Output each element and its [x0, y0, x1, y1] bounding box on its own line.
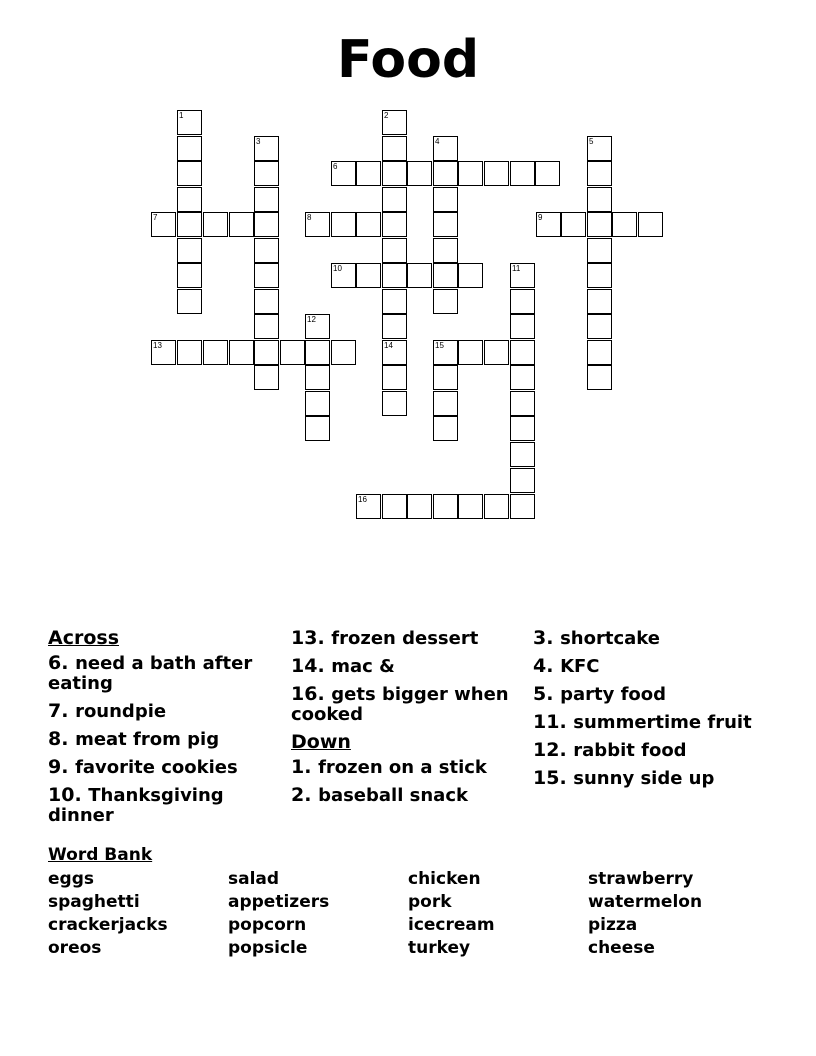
word-bank-item: salad: [228, 869, 280, 889]
word-bank-item: crackerjacks: [48, 915, 168, 935]
grid-cell[interactable]: [254, 340, 279, 365]
clue-number: 14: [384, 341, 393, 350]
grid-cell[interactable]: [433, 212, 458, 237]
grid-cell[interactable]: [510, 314, 535, 339]
grid-cell[interactable]: [254, 212, 279, 237]
word-bank: [48, 845, 768, 958]
grid-cell[interactable]: [587, 238, 612, 263]
grid-cell[interactable]: [305, 340, 330, 365]
grid-cell[interactable]: [254, 365, 279, 390]
grid-cell[interactable]: [382, 238, 407, 263]
grid-cell[interactable]: [484, 340, 509, 365]
across-clue: [48, 785, 278, 826]
clue-number-label: 14.: [291, 655, 332, 677]
grid-cell[interactable]: [510, 391, 535, 416]
grid-cell[interactable]: [433, 187, 458, 212]
grid-cell[interactable]: [510, 468, 535, 493]
clue-number-label: 4.: [533, 655, 561, 677]
clue-number-label: 9.: [48, 756, 76, 778]
clues-column-3: [533, 628, 763, 796]
word-bank-header: Word Bank: [48, 845, 153, 865]
clue-number: 7: [153, 213, 158, 222]
grid-cell[interactable]: [587, 365, 612, 390]
grid-cell[interactable]: [407, 263, 432, 288]
grid-cell[interactable]: [510, 442, 535, 467]
grid-cell[interactable]: [177, 340, 202, 365]
grid-cell[interactable]: [177, 187, 202, 212]
grid-cell[interactable]: [177, 238, 202, 263]
clue-number-label: 11.: [533, 711, 574, 733]
grid-cell[interactable]: [458, 263, 483, 288]
clue-number-label: 3.: [533, 627, 561, 649]
clue-number-label: 1.: [291, 756, 319, 778]
grid-cell[interactable]: [382, 212, 407, 237]
clue-number-label: 6.: [48, 652, 76, 674]
grid-cell[interactable]: [458, 494, 483, 519]
clue-number: 4: [435, 137, 440, 146]
down-clue: [533, 712, 763, 733]
clue-text: gets bigger when cooked: [291, 684, 509, 725]
clue-text: frozen dessert: [331, 628, 479, 649]
grid-cell[interactable]: [356, 212, 381, 237]
grid-cell[interactable]: [433, 494, 458, 519]
grid-cell[interactable]: [510, 161, 535, 186]
grid-cell[interactable]: [229, 340, 254, 365]
grid-cell[interactable]: [382, 365, 407, 390]
clue-number-label: 16.: [291, 683, 332, 705]
word-bank-item: popsicle: [228, 938, 308, 958]
clue-text: Thanksgiving dinner: [48, 785, 224, 826]
clue-number: 11: [512, 264, 521, 273]
across-clue: [48, 757, 278, 778]
clue-text: baseball snack: [318, 785, 468, 806]
clue-number: 12: [307, 315, 316, 324]
across-clue-list: [48, 653, 278, 826]
down-clue: [291, 785, 521, 806]
grid-cell[interactable]: [433, 365, 458, 390]
grid-cell[interactable]: [587, 212, 612, 237]
clue-number: 10: [333, 264, 342, 273]
grid-cell[interactable]: [305, 416, 330, 441]
grid-cell[interactable]: [458, 161, 483, 186]
clues-column-1: [48, 628, 278, 833]
down-clue: [533, 684, 763, 705]
down-clue: [291, 757, 521, 778]
grid-cell[interactable]: [382, 391, 407, 416]
across-clue: [291, 656, 521, 677]
clue-text: KFC: [560, 656, 600, 677]
grid-cell[interactable]: [510, 416, 535, 441]
clue-number: 15: [435, 341, 444, 350]
across-clue: [291, 684, 521, 725]
word-bank-item: eggs: [48, 869, 94, 889]
grid-cell[interactable]: [177, 263, 202, 288]
down-clue: [533, 656, 763, 677]
word-bank-item: chicken: [408, 869, 481, 889]
across-clue-list-continued: [291, 628, 521, 725]
word-bank-item: oreos: [48, 938, 102, 958]
grid-cell[interactable]: [305, 365, 330, 390]
grid-cell[interactable]: [407, 494, 432, 519]
clue-number-label: 2.: [291, 784, 319, 806]
grid-cell[interactable]: [177, 136, 202, 161]
down-clue-list: [291, 757, 521, 806]
grid-cell[interactable]: [305, 391, 330, 416]
clue-number: 3: [256, 137, 261, 146]
across-clue: [48, 729, 278, 750]
clues-column-2: [291, 628, 521, 813]
grid-cell[interactable]: [203, 212, 228, 237]
grid-cell[interactable]: [356, 263, 381, 288]
clue-text: rabbit food: [573, 740, 687, 761]
grid-cell[interactable]: [587, 161, 612, 186]
grid-cell[interactable]: [280, 340, 305, 365]
grid-cell[interactable]: [484, 494, 509, 519]
grid-cell[interactable]: [433, 161, 458, 186]
grid-cell[interactable]: [433, 263, 458, 288]
word-bank-item: icecream: [408, 915, 495, 935]
grid-cell[interactable]: [382, 314, 407, 339]
grid-cell[interactable]: [433, 289, 458, 314]
grid-cell[interactable]: [382, 289, 407, 314]
word-bank-item: spaghetti: [48, 892, 140, 912]
clue-text: mac &: [331, 656, 395, 677]
clue-text: party food: [560, 684, 667, 705]
grid-cell[interactable]: [433, 391, 458, 416]
grid-cell[interactable]: [254, 289, 279, 314]
grid-cell[interactable]: [331, 340, 356, 365]
grid-cell[interactable]: [484, 161, 509, 186]
grid-cell[interactable]: [433, 416, 458, 441]
grid-cell[interactable]: [254, 161, 279, 186]
grid-cell[interactable]: [587, 314, 612, 339]
grid-cell[interactable]: [510, 340, 535, 365]
clue-number: 6: [333, 162, 338, 171]
down-header: Down: [291, 731, 351, 753]
grid-cell[interactable]: [587, 187, 612, 212]
grid-cell[interactable]: [587, 289, 612, 314]
word-bank-item: turkey: [408, 938, 471, 958]
puzzle-title: Food: [336, 30, 480, 90]
grid-cell[interactable]: [203, 340, 228, 365]
clue-number: 2: [384, 111, 389, 120]
grid-cell[interactable]: [177, 289, 202, 314]
grid-cell[interactable]: [382, 263, 407, 288]
clue-text: summertime fruit: [573, 712, 752, 733]
clue-number-label: 12.: [533, 739, 574, 761]
grid-cell[interactable]: [254, 187, 279, 212]
clue-number-label: 15.: [533, 767, 574, 789]
grid-cell[interactable]: [458, 340, 483, 365]
grid-cell[interactable]: [254, 314, 279, 339]
grid-cell[interactable]: [177, 212, 202, 237]
grid-cell[interactable]: [561, 212, 586, 237]
grid-cell[interactable]: [331, 212, 356, 237]
grid-cell[interactable]: [382, 136, 407, 161]
clue-number: 1: [179, 111, 184, 120]
grid-cell[interactable]: [382, 187, 407, 212]
clue-text: meat from pig: [75, 729, 220, 750]
word-bank-item: watermelon: [588, 892, 703, 912]
word-bank-item: cheese: [588, 938, 655, 958]
clue-number-label: 5.: [533, 683, 561, 705]
grid-cell[interactable]: [433, 238, 458, 263]
grid-cell[interactable]: [612, 212, 637, 237]
word-bank-item: popcorn: [228, 915, 307, 935]
word-bank-item: strawberry: [588, 869, 694, 889]
clue-number: 9: [538, 213, 543, 222]
grid-cell[interactable]: [510, 365, 535, 390]
word-bank-list: [48, 869, 768, 958]
clue-number-label: 7.: [48, 700, 76, 722]
grid-cell[interactable]: [177, 161, 202, 186]
grid-cell[interactable]: [254, 263, 279, 288]
clue-text: frozen on a stick: [318, 757, 487, 778]
grid-cell[interactable]: [356, 161, 381, 186]
clue-text: sunny side up: [573, 768, 715, 789]
grid-cell[interactable]: [510, 289, 535, 314]
clue-number: 8: [307, 213, 312, 222]
clue-text: favorite cookies: [75, 757, 238, 778]
clue-number: 13: [153, 341, 162, 350]
clue-text: need a bath after eating: [48, 653, 253, 694]
word-bank-item: appetizers: [228, 892, 330, 912]
clue-number: 16: [358, 495, 367, 504]
clue-number-label: 13.: [291, 627, 332, 649]
grid-cell[interactable]: [382, 161, 407, 186]
clue-number: 5: [589, 137, 594, 146]
grid-cell[interactable]: [407, 161, 432, 186]
down-clue: [533, 628, 763, 649]
grid-cell[interactable]: [587, 263, 612, 288]
down-clue-list-continued: [533, 628, 763, 789]
across-header: Across: [48, 627, 120, 649]
clue-number-label: 8.: [48, 728, 76, 750]
grid-cell[interactable]: [382, 494, 407, 519]
word-bank-item: pizza: [588, 915, 638, 935]
down-clue: [533, 768, 763, 789]
word-bank-item: pork: [408, 892, 452, 912]
grid-cell[interactable]: [587, 340, 612, 365]
down-clue: [533, 740, 763, 761]
grid-cell[interactable]: [254, 238, 279, 263]
grid-cell[interactable]: [510, 494, 535, 519]
grid-cell[interactable]: [638, 212, 663, 237]
clue-number-label: 10.: [48, 784, 89, 806]
across-clue: [48, 701, 278, 722]
grid-cell[interactable]: [229, 212, 254, 237]
clue-text: shortcake: [560, 628, 660, 649]
clue-text: roundpie: [75, 701, 167, 722]
across-clue: [48, 653, 278, 694]
grid-cell[interactable]: [535, 161, 560, 186]
across-clue: [291, 628, 521, 649]
